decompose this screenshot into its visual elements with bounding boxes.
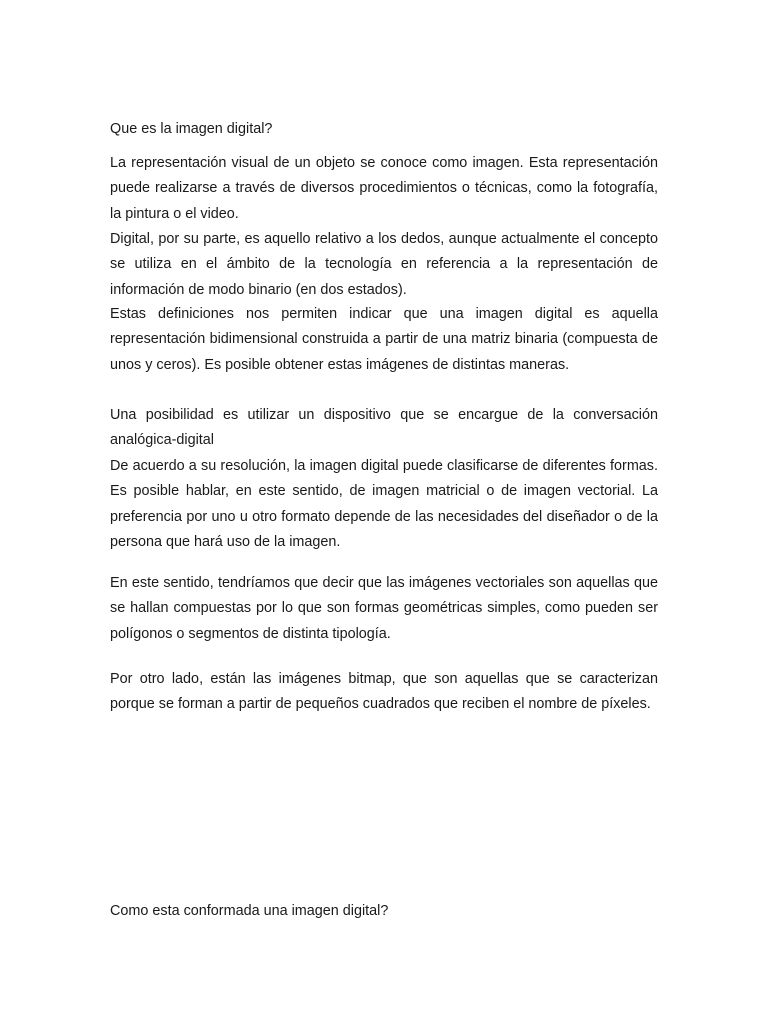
paragraph-estas-definiciones: Estas definiciones nos permiten indicar que una imagen digital es aquella representación bidimensional construida a partir de una matriz binaria (compuesta de unos y ceros). Es posible obtener estas imágenes de distintas maneras. bbox=[110, 306, 658, 373]
paragraph-imagenes-bitmap: Por otro lado, están las imágenes bitmap, que son aquellas que se caracterizan porque se forman a partir de pequeños cuadrados que reciben el nombre de píxeles. bbox=[110, 671, 658, 713]
paragraph-representacion-visual: La representación visual de un objeto se conoce como imagen. Esta representación puede realizarse a través de diversos procedimientos o técnicas, como la fotografía, la pintura o el video. bbox=[110, 155, 658, 222]
heading-que-es-la-imagen-digital: Que es la imagen digital? bbox=[110, 121, 273, 137]
paragraph-una-posibilidad: Una posibilidad es utilizar un dispositivo que se encargue de la conversación analógica-digital bbox=[110, 407, 658, 449]
heading-como-esta-conformada: Como esta conformada una imagen digital? bbox=[110, 903, 389, 919]
paragraph-digital-definition: Digital, por su parte, es aquello relativo a los dedos, aunque actualmente el concepto se utiliza en el ámbito de la tecnología en referencia a la representación de información de modo binario (en dos estados). bbox=[110, 231, 658, 298]
paragraph-imagenes-vectoriales: En este sentido, tendríamos que decir que las imágenes vectoriales son aquellas que se hallan compuestas por lo que son formas geométricas simples, como pueden ser polígonos o segmentos de distinta tipología. bbox=[110, 575, 658, 642]
paragraph-de-acuerdo-resolucion: De acuerdo a su resolución, la imagen digital puede clasificarse de diferentes formas. Es posible hablar, en este sentido, de imagen matricial o de imagen vectorial. La preferencia por uno u otro formato depende de las necesidades del diseñador o de la persona que hará uso de la imagen. bbox=[110, 458, 658, 550]
